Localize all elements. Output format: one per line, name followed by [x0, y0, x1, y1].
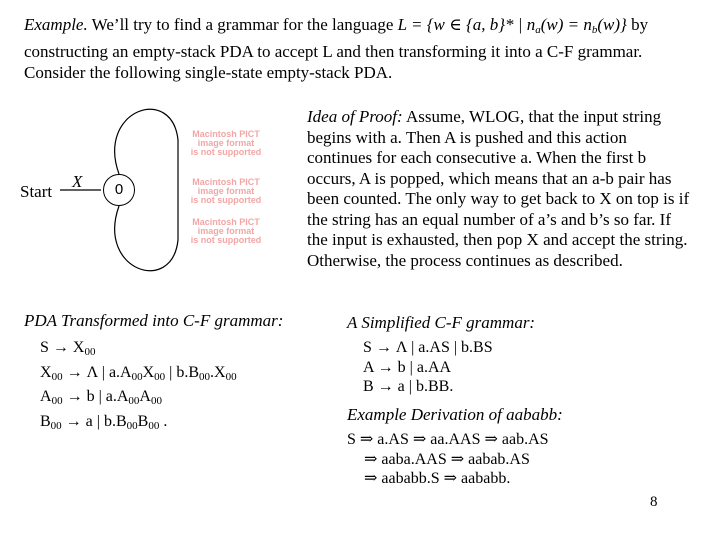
rule-subscript: 00	[131, 370, 143, 383]
rule-text: → Λ | a.A	[62, 363, 132, 381]
rule-subscript: 00	[50, 419, 62, 432]
proof-body: Assume, WLOG, that the input string begins with a. Then A is pushed and this action continues for each consecutive a. When the first b occurs, A is popped, which means that an a-b pair has been counted. The only way to get back to X on top is if the string has an equal number of a’s and b’s so far. If the input is exhausted, then pop X and accept the string. Otherwise, the process continues as described.	[307, 107, 690, 270]
pict-line: image format	[197, 186, 255, 196]
grammar-rule: A → b | a.AA	[363, 358, 452, 376]
rule-subscript: 00	[225, 370, 237, 383]
rule-text: A	[40, 388, 52, 405]
intro-line-2: constructing an empty-stack PDA to accept L and then transforming it into a C-F grammar.	[24, 42, 643, 61]
rule-subscript: 00	[51, 370, 63, 383]
intro-line-3: Consider the following single-state empty-stack PDA.	[24, 63, 393, 82]
pict-line: image format	[197, 138, 255, 148]
rule-text: B	[137, 412, 149, 430]
rule-text: .	[159, 412, 168, 430]
intro-line-1	[24, 14, 704, 41]
rule-subscript: 00	[126, 419, 138, 432]
lang-part: (w)}	[597, 15, 627, 34]
derivation-line: S ⇒ a.AS ⇒ aa.AAS ⇒ aab.AS	[347, 431, 549, 448]
pict-placeholder-3	[180, 218, 272, 245]
pict-line: Macintosh PICT	[192, 129, 260, 139]
edge-label: X	[72, 172, 83, 191]
rule-subscript: 00	[84, 346, 96, 358]
pict-line: Macintosh PICT	[192, 177, 260, 187]
pict-line: is not supported	[190, 195, 262, 205]
pict-placeholder-2	[180, 178, 272, 205]
rule-subscript: 00	[128, 395, 140, 407]
simplified-grammar-title: A Simplified C-F grammar:	[347, 313, 536, 332]
rule-text: B	[40, 412, 51, 430]
lang-part: (w) = n	[540, 15, 592, 34]
derivation-steps	[347, 430, 549, 489]
rule-text: X	[142, 363, 155, 381]
pict-line: image format	[197, 226, 255, 236]
pict-line: Macintosh PICT	[192, 217, 260, 227]
grammar-rule	[40, 363, 237, 388]
lang-sub-b: b	[591, 24, 598, 36]
rule-text: .X	[210, 363, 226, 381]
lang-sub-a: a	[535, 24, 541, 36]
pda-grammar-title: PDA Transformed into C-F grammar:	[24, 311, 284, 330]
pict-placeholder-1	[180, 130, 272, 157]
rule-subscript: 00	[148, 419, 160, 432]
rule-text: S → X	[40, 339, 85, 356]
rule-subscript: 00	[154, 370, 166, 383]
proof-lead: Idea of Proof:	[307, 107, 403, 126]
state-node: 0	[103, 174, 135, 206]
grammar-rule	[40, 387, 237, 412]
derivation-line: ⇒ aababb.S ⇒ aababb.	[364, 470, 511, 487]
simplified-grammar-rules	[363, 338, 493, 397]
proof-idea	[307, 107, 692, 271]
derivation-title: Example Derivation of aababb:	[347, 405, 563, 424]
example-label: Example.	[24, 15, 88, 34]
rule-text: → a | b.B	[61, 412, 127, 430]
pict-line: is not supported	[190, 147, 262, 157]
rule-subscript: 00	[51, 395, 63, 407]
grammar-rule	[40, 338, 237, 363]
pict-line: is not supported	[190, 235, 262, 245]
intro-text: by	[626, 15, 649, 34]
rule-text: A	[139, 388, 151, 405]
rule-subscript: 00	[199, 370, 211, 383]
rule-text: → b | a.A	[62, 388, 129, 405]
grammar-rule: S → Λ | a.AS | b.BS	[363, 339, 493, 356]
page-number: 8	[650, 494, 658, 510]
start-label: Start	[20, 182, 53, 201]
pda-grammar-rules	[40, 338, 237, 436]
grammar-rule: B → a | b.BB.	[363, 378, 454, 395]
language-definition	[398, 15, 627, 34]
rule-text: | b.B	[165, 363, 200, 381]
rule-text: X	[40, 363, 52, 381]
intro-paragraph	[24, 14, 704, 83]
derivation-line: ⇒ aaba.AAS ⇒ aabab.AS	[364, 450, 530, 468]
grammar-rule	[40, 412, 237, 437]
rule-subscript: 00	[150, 395, 162, 407]
lang-part: L = {w ∈ {a, b}* | n	[397, 15, 536, 34]
intro-text: We’ll try to find a grammar for the language	[87, 15, 398, 34]
